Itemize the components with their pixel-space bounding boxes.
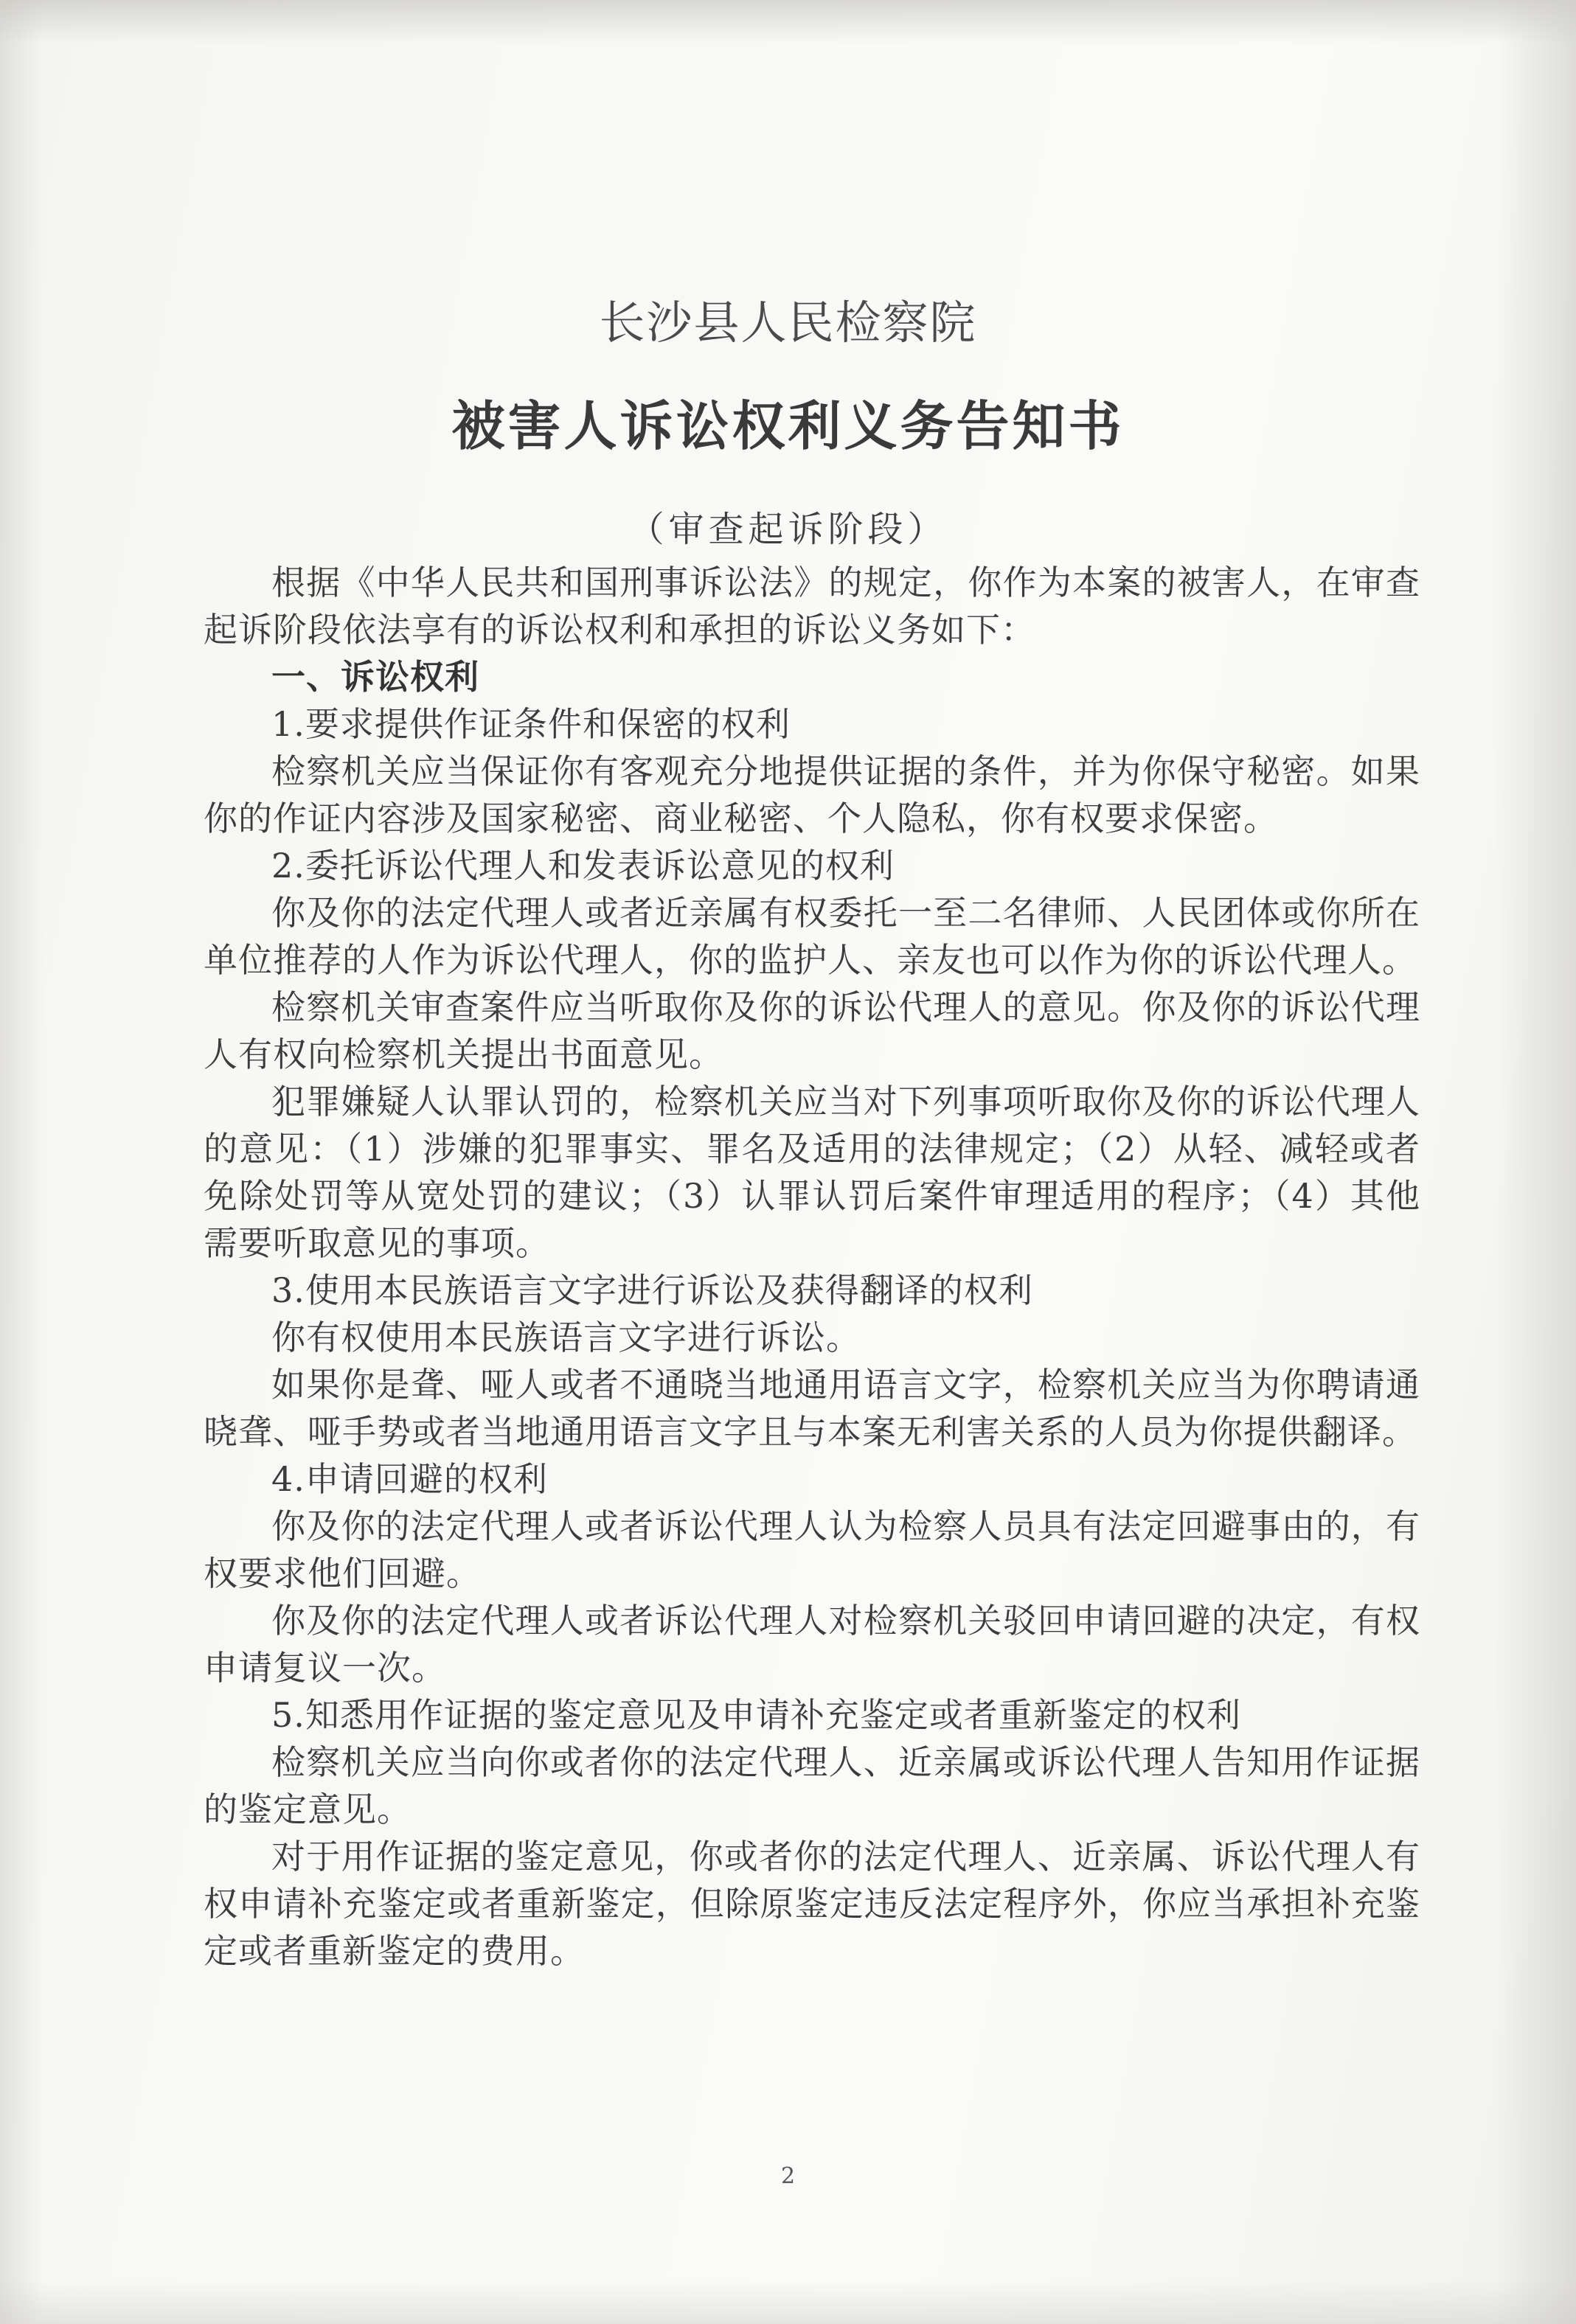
right-3-paragraph: 你有权使用本民族语言文字进行诉讼。: [271, 1318, 861, 1357]
right-5-paragraph: 检察机关应当向你或者你的法定代理人、近亲属或诉讼代理人告知用作证据的鉴定意见。: [204, 1742, 1420, 1829]
right-1-paragraph: 检察机关应当保证你有客观充分地提供证据的条件，并为你保守秘密。如果你的作证内容涉及国家秘密、商业秘密、个人隐私，你有权要求保密。: [204, 751, 1420, 838]
right-3-paragraph: 如果你是聋、哑人或者不通晓当地通用语言文字，检察机关应当为你聘请通晓聋、哑手势或者当地通用语言文字且与本案无利害关系的人员为你提供翻译。: [204, 1365, 1420, 1452]
document-title: 被害人诉讼权利义务告知书: [451, 394, 1125, 457]
right-5-heading: 5.知悉用作证据的鉴定意见及申请补充鉴定或者重新鉴定的权利: [271, 1695, 1241, 1735]
right-4-paragraph: 你及你的法定代理人或者诉讼代理人对检察机关驳回申请回避的决定，有权申请复议一次。: [204, 1601, 1420, 1688]
right-3-heading: 3.使用本民族语言文字进行诉讼及获得翻译的权利: [271, 1270, 1033, 1310]
page-shadow-bottom: [0, 2280, 1576, 2324]
right-2-paragraph: 你及你的法定代理人或者近亲属有权委托一至二名律师、人民团体或你所在单位推荐的人作为诉讼代理人，你的监护人、亲友也可以作为你的诉讼代理人。: [204, 893, 1420, 980]
right-5-paragraph: 对于用作证据的鉴定意见，你或者你的法定代理人、近亲属、诉讼代理人有权申请补充鉴定或者重新鉴定，但除原鉴定违反法定程序外，你应当承担补充鉴定或者重新鉴定的费用。: [204, 1837, 1420, 1971]
document-body: [204, 559, 1420, 1975]
section-heading-rights: 一、诉讼权利: [271, 657, 479, 697]
organization-name: 长沙县人民检察院: [599, 296, 977, 349]
right-2-paragraph: 犯罪嫌疑人认罪认罚的，检察机关应当对下列事项听取你及你的诉讼代理人的意见：（1）涉嫌的犯罪事实、罪名及适用的法律规定；（2）从轻、减轻或者免除处罚等从宽处罚的建议；（3）认罪认罚后案件审理适用的程序；（4）其他需要听取意见的事项。: [204, 1082, 1420, 1263]
right-2-paragraph: 检察机关审查案件应当听取你及你的诉讼代理人的意见。你及你的诉讼代理人有权向检察机关提出书面意见。: [204, 987, 1420, 1074]
intro-paragraph: 根据《中华人民共和国刑事诉讼法》的规定，你作为本案的被害人，在审查起诉阶段依法享有的诉讼权利和承担的诉讼义务如下：: [204, 563, 1420, 650]
right-4-paragraph: 你及你的法定代理人或者诉讼代理人认为检察人员具有法定回避事由的，有权要求他们回避。: [204, 1506, 1420, 1593]
page-shadow-top: [0, 0, 1576, 44]
procedure-stage: （审查起诉阶段）: [628, 509, 948, 550]
right-2-heading: 2.委托诉讼代理人和发表诉讼意见的权利: [271, 846, 895, 886]
right-1-heading: 1.要求提供作证条件和保密的权利: [271, 704, 791, 744]
right-4-heading: 4.申请回避的权利: [271, 1459, 548, 1499]
page-number: 2: [780, 2163, 796, 2189]
